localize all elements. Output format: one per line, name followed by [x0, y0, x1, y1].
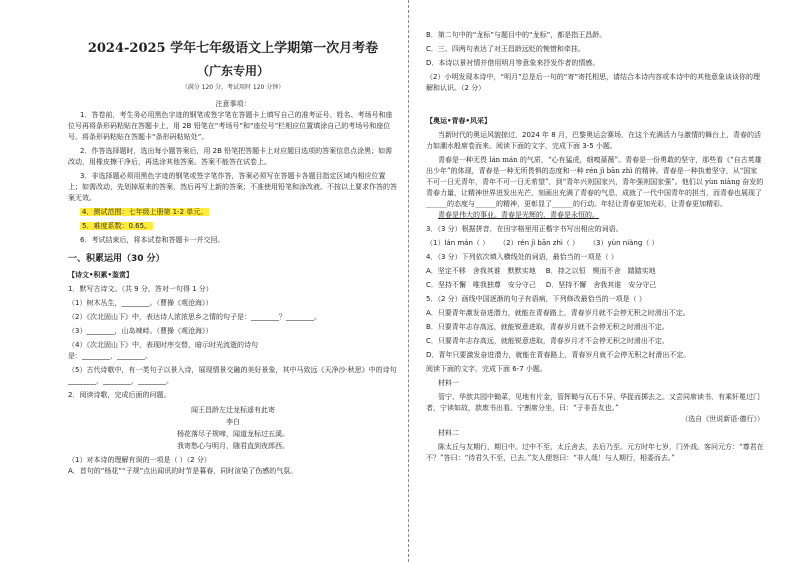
q2-1-option-d: D．本诗以景衬情并借用明月等意象来抒发作者的情感。	[426, 59, 600, 67]
q5-option: C．只要青年志存高远，就能锐意进取，青春岁月才不会停无积之时滑出不定。	[426, 337, 669, 345]
material-1-source: （选自《世说新语·德行》）	[681, 415, 764, 423]
material-1-label: 材料一	[438, 379, 459, 387]
notice-scope: 4．测试范围：七年级上册第 1-2 单元。	[82, 208, 208, 216]
page-subtitle: （广东专用）	[196, 64, 269, 78]
right-column	[426, 30, 764, 464]
q1-line: 是：________，________。	[68, 352, 152, 360]
exam-meta: （满分 120 分，考试用时 120 分钟）	[181, 84, 285, 91]
q3-item: （3）yùn niàng（ ）	[589, 239, 659, 247]
q4-option: C．坚持不懈 唯我独尊 安分守己	[426, 281, 536, 289]
q1-line: （1）树木丛生，________。（曹操《观沧海》）	[68, 299, 213, 307]
section-tag: 【诗文•积累•鉴赏】	[68, 271, 133, 279]
notice-item: 1．答卷前，考生务必用黑色字迹的钢笔或签字笔在答题卡上填写自己的准考证号、姓名、考场号和座位号再将条形码粘贴在答题卡上，用 2B 铅笔在“考场号”和“座位号”栏相应位置填涂自己的考场号和座位号。将条形码粘贴在答题卡“条形码粘贴处”。	[68, 111, 393, 141]
q1-line: （3）________，山岛竦峙。（曹操《观沧海》）	[68, 327, 213, 335]
poem-line: 杨花落尽子规啼，闻道龙标过五溪。	[177, 430, 289, 438]
page-title: 2024-2025 学年七年级语文上学期第一次月考卷	[87, 41, 379, 56]
q4-option: A．坚定不移 舍我其谁 默默实地	[426, 267, 536, 275]
poem-title: 闻王昌龄左迁龙标遥有此寄	[191, 406, 275, 414]
question-2-2: （2）小明发现本诗中，“明月”总是后一句的“寄”寄托相思，请结合本诗内容或本诗中的其他意象谈谈你的理解和认识。（2 分）	[426, 73, 760, 92]
question-1: 1．默写古诗文。（共 9 分，答对一句得 1 分）	[68, 285, 213, 293]
notice-item: 6．考试结束后，将本试卷和答题卡一并交回。	[80, 236, 225, 244]
reading-passage-underlined: 青春是伟大的事业。青春是光辉的，青春是永恒的。	[438, 211, 599, 219]
q2-1-option-a: A．首句的“杨花”“子规”点出闻讯的时节是暮春，同时渲染了伤感的气氛。	[68, 467, 298, 475]
q2-1-option-c: C．三、四两句表达了对王昌龄远贬的惋惜和牵挂。	[426, 45, 585, 53]
q5-option: D．青年只要激发奋进潜力，就能在青春路上，青春岁月就不会停无积之时滑出不定。	[426, 351, 691, 359]
q2-1-option-b: B．第二句中的“龙标”与题目中的“龙标”，都是指王昌龄。	[426, 31, 607, 39]
q5-option: A．只要青年激发奋进潜力，就能在青春路上，青春岁月就不会停无积之时滑出不定。	[426, 309, 690, 317]
q3-items	[426, 238, 764, 249]
notice-item: 3．非选择题必须用黑色字迹的钢笔或签字笔作答，答案必须写在答题卡各题目指定区域内相应位置上；如需改动，先划掉原来的答案，然后再写上新的答案；不准使用铅笔和涂改液。不按以上要求作答的答案无效。	[68, 172, 397, 202]
poem-line: 我寄愁心与明月，随君直到夜郎西。	[177, 442, 289, 450]
question-2-1: （1）对本诗的理解有误的一项是（ ）（2 分）	[68, 456, 211, 464]
poem-author: 李白	[226, 418, 240, 426]
q4-options-row	[426, 266, 764, 277]
q3-item: （2）rén jì bān zhì（ ）	[499, 239, 580, 247]
q4-option: B．持之以恒 锲而不舍 踏踏实地	[545, 267, 656, 275]
reading-intro: 当新时代的奥运风貌掠过，2024 年 8 月，巴黎奥运会赛场，在这个充满活力与激情的舞台上，青春的活力如潮水般席卷而来。阅读下面的文字，完成下面 3-5 小题。	[426, 131, 761, 150]
q1-line: （2）《次北固山下》中，表达诗人浓浓思乡之情的句子是：________？________。	[68, 313, 321, 321]
q1-line: （5）古代诗歌中，有一类句子以景入诗，展现情景交融的美好景象，其中马致远《天净沙·秋思》中的诗句________，________，________。	[68, 366, 397, 385]
fold-line	[408, 0, 409, 562]
notice-item: 2．作答选择题时，选出每小题答案后，用 2B 铅笔把答题卡上对应题目选项的答案信息点涂黑；如需改动，用橡皮擦干净后，再选涂其他答案。答案不能答在试卷上。	[68, 147, 393, 166]
q4-options-row	[426, 280, 764, 291]
question-5: 5．（2 分）画线中国逐渐的句子有语病，下列修改最恰当的一项是（ ）	[426, 295, 646, 303]
material-1-text: 管宁、华歆共园中锄菜，见地有片金，管挥锄与瓦石不异，华捉而掷去之。又尝同席读书，有乘轩冕过门者，宁读如故，歆废书出看。宁割席分坐，曰：“子非吾友也。”	[426, 393, 760, 412]
q3-item: （1）lán mán（ ）	[426, 239, 490, 247]
notice-heading: 注意事项：	[215, 100, 251, 108]
q5-option: B．只要青年志存高远，就能锐意进取，青春岁月就不会停无积之时滑出不定。	[426, 323, 669, 331]
q4-option: D．坚持不懈 舍我其谁 安分守己	[545, 281, 657, 289]
left-column	[68, 30, 398, 477]
section-title: 一、积累运用（30 分）	[68, 254, 165, 264]
section-tag: 【奥运•青春•风采】	[426, 117, 491, 125]
material-2-label: 材料二	[438, 429, 459, 437]
question-6-intro: 阅读下面的文字，完成下面 6-7 小题。	[426, 365, 547, 373]
reading-passage: 青春是一种无畏 lán mán 的气质，“心有猛虎，细嗅蔷薇”。青春是一份勇敢的坚守，那些看《“自古英雄出少年”的体现，青春是一种无所畏惧的态度和一种 rén jì bān zhì 的精神。青春是一种执着坚守，从“国家不可一日无青年，青年不可一日无希望”，到“青年兴则国家兴，青年强则国家强”。他们以 yùn niàng 奋发的青春力量，让精神世界迸发出光芒，刻画出充满了青春的气息，成就了一代中国青年的担当，而青春也展现了______的态度与______的精神，更彰显了______的行动。年轻让青春更加光彩，让青春更加精彩。	[426, 156, 764, 208]
notice-difficulty: 5．难度系数：0.65。	[82, 222, 152, 230]
material-2-text: 陈太丘与友期行，期日中。过中不至，太丘舍去，去后乃至。元方时年七岁，门外戏。客问元方：“尊君在不？”答曰：“待君久不至，已去。”友人便怒曰：“非人哉！与人期行，相委而去。”	[426, 443, 764, 462]
question-3: 3．（3 分）根据拼音，在田字格里用正楷字书写出相应的词语。	[426, 225, 623, 233]
q1-line: （4）《次北固山下》中，表现时序交替，暗示时光流逝的诗句	[68, 341, 258, 349]
question-4: 4．（3 分）下列依次填入横线处的词语，最恰当的一项是（ ）	[426, 253, 618, 261]
question-2: 2．阅读诗歌，完成后面的问题。	[68, 391, 171, 399]
